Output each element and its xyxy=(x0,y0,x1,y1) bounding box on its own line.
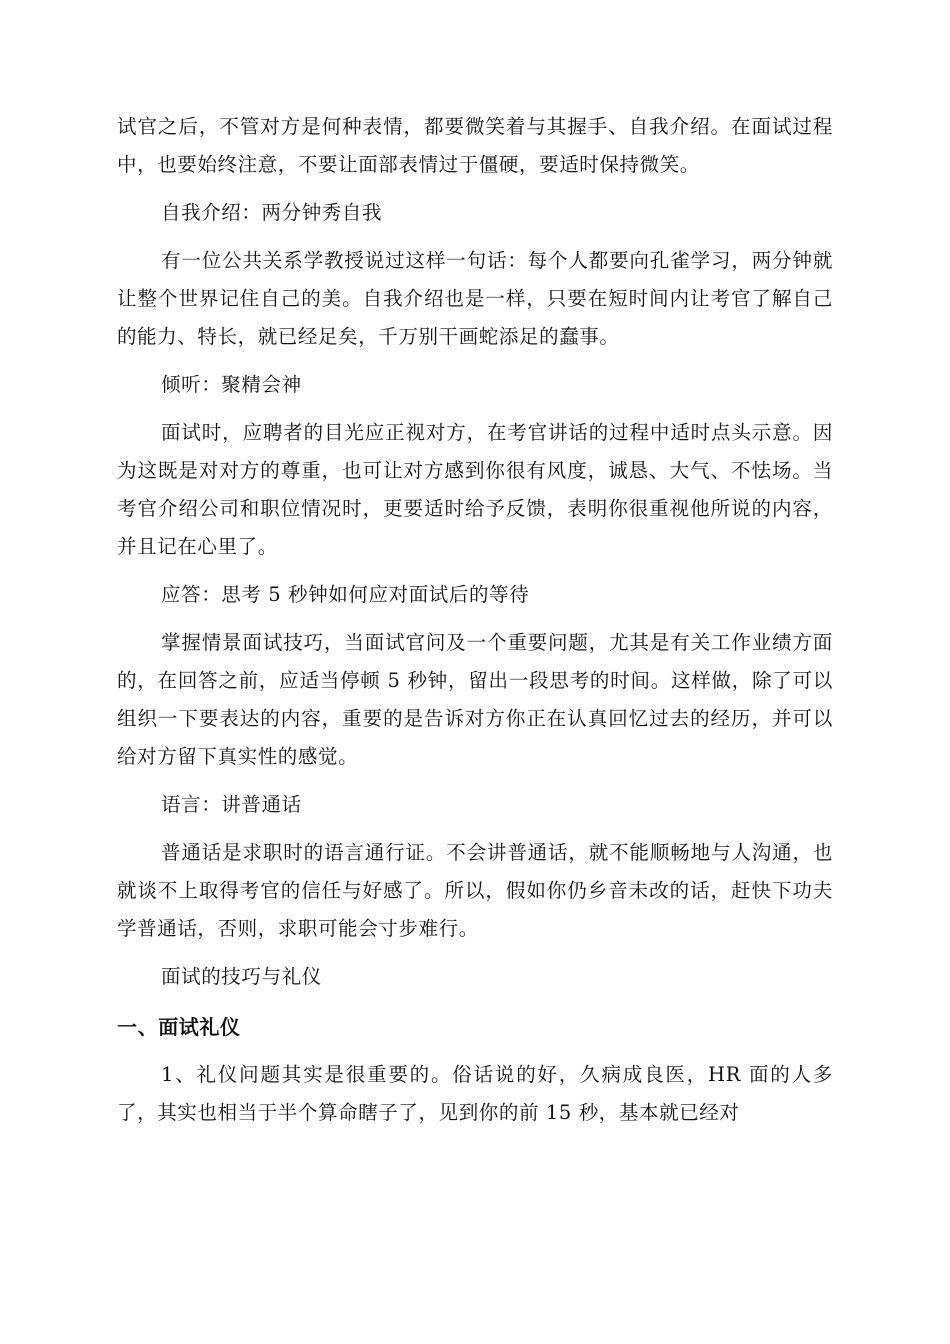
subheading-listening: 倾听：聚精会神 xyxy=(161,373,302,396)
subheading-self-introduction: 自我介绍：两分钟秀自我 xyxy=(161,201,383,224)
paragraph-self-introduction: 有一位公共关系学教授说过这样一句话：每个人都要向孔雀学习，两分钟就让整个世界记住自己的美。自我介绍也是一样，只要在短时间内让考官了解自己的能力、特长，就已经足矣，千万别干画蛇添足的蠢事。 xyxy=(117,249,833,348)
paragraph-etiquette-importance: 1、礼仪问题其实是很重要的。俗话说的好，久病成良医，HR 面的人多了，其实也相当于半个算命瞎子了，见到你的前 15 秒，基本就已经对 xyxy=(117,1063,833,1124)
paragraph-smile-handshake: 试官之后，不管对方是何种表情，都要微笑着与其握手、自我介绍。在面试过程中，也要始终注意，不要让面部表情过于僵硬，要适时保持微笑。 xyxy=(117,115,833,176)
subheading-interview-skills-etiquette: 面试的技巧与礼仪 xyxy=(161,965,322,988)
paragraph-listening: 面试时，应聘者的目光应正视对方，在考官讲话的过程中适时点头示意。因为这既是对对方的尊重，也可让对方感到你很有风度，诚恳、大气、不怯场。当考官介绍公司和职位情况时，更要适时给予反馈，表明你很重视他所说的内容，并且记在心里了。 xyxy=(117,421,833,558)
paragraph-answering: 掌握情景面试技巧，当面试官问及一个重要问题，尤其是有关工作业绩方面的，在回答之前，应适当停顿 5 秒钟，留出一段思考的时间。这样做，除了可以组织一下要表达的内容，重要的是告诉对方你正在认真回忆过去的经历，并可以给对方留下真实性的感觉。 xyxy=(117,631,833,768)
subheading-answering: 应答：思考 5 秒钟如何应对面试后的等待 xyxy=(161,583,530,606)
subheading-language: 语言：讲普通话 xyxy=(161,793,302,816)
paragraph-language: 普通话是求职时的语言通行证。不会讲普通话，就不能顺畅地与人沟通，也就谈不上取得考官的信任与好感了。所以，假如你仍乡音未改的话，赶快下功夫学普通话，否则，求职可能会寸步难行。 xyxy=(117,841,833,940)
document-body xyxy=(117,108,833,1132)
section-heading-interview-etiquette: 一、面试礼仪 xyxy=(117,1015,241,1039)
